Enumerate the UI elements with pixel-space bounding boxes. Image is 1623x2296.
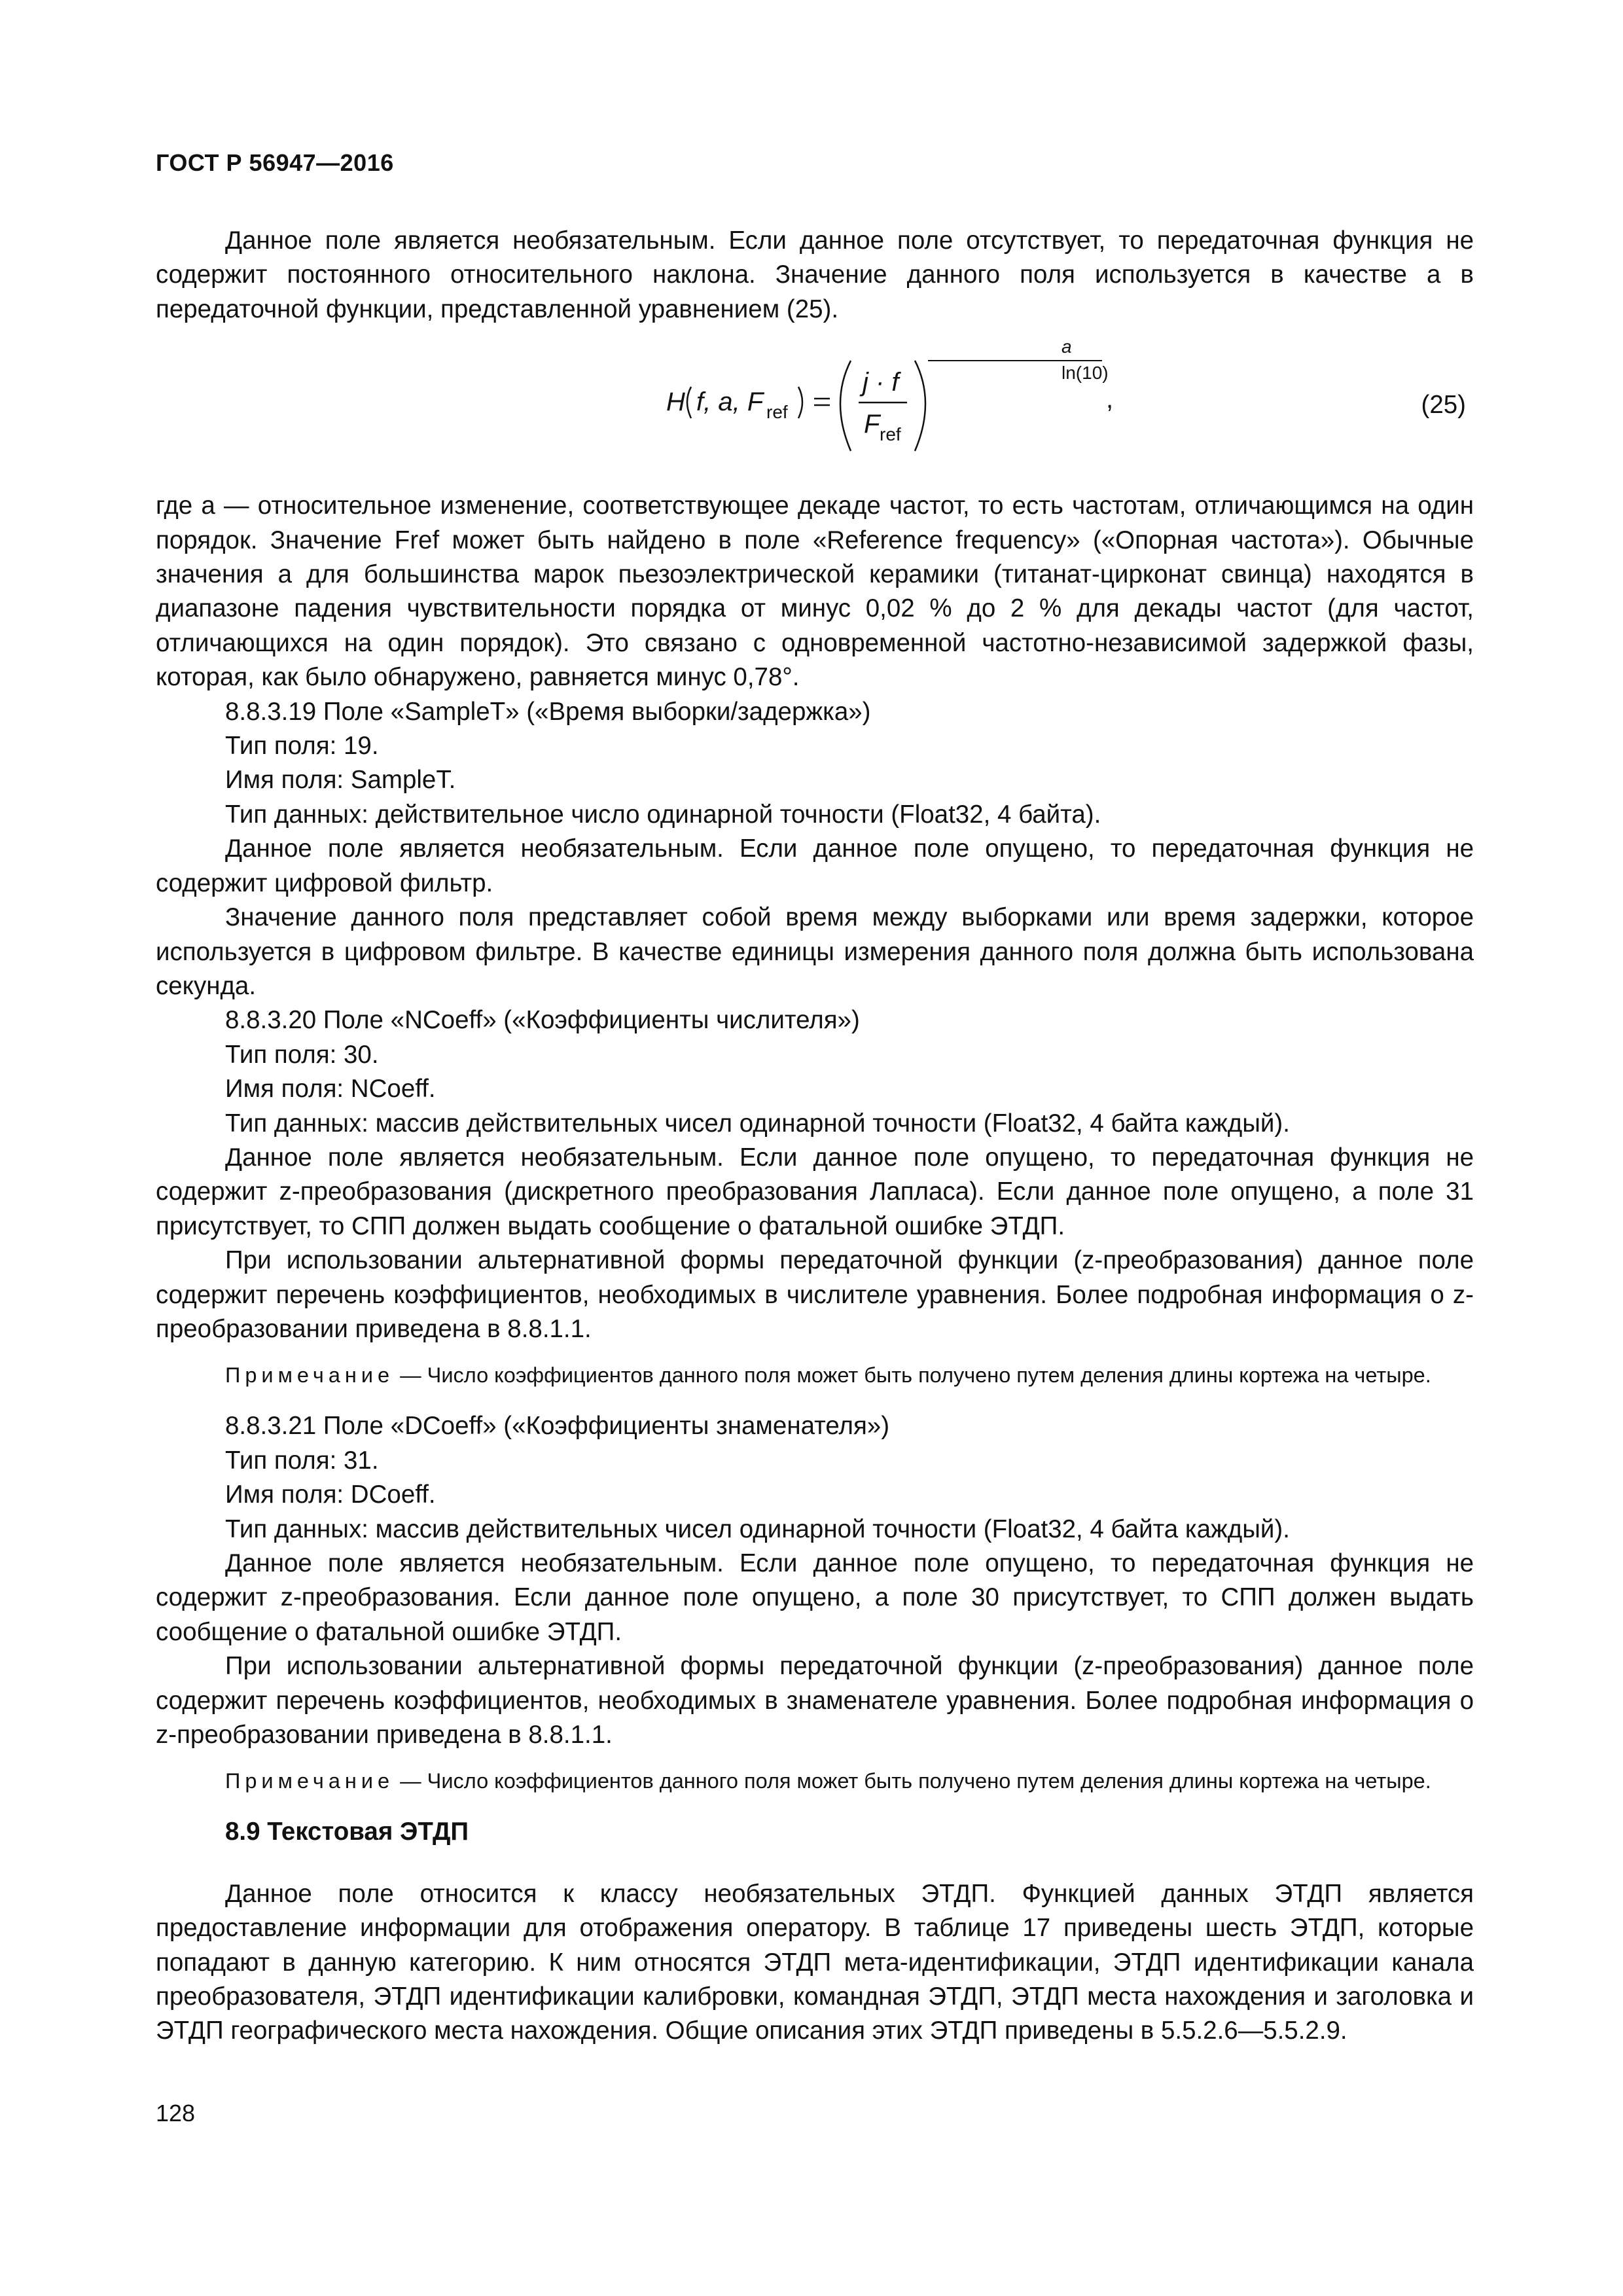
field-name-ncoeff: Имя поля: NCoeff. xyxy=(225,1075,436,1103)
samplet-paragraph-1: Данное поле является необязательным. Если данное поле опущено, то передаточная функция не содержит цифровой фильтр. xyxy=(156,834,1474,897)
section-title-8-8-3-19: 8.8.3.19 Поле «SampleT» («Время выборки/задержка») xyxy=(225,697,871,726)
section-title-8-9: 8.9 Текстовая ЭТДП xyxy=(225,1818,469,1846)
intro-paragraph: Данное поле является необязательным. Если данное поле отсутствует, то передаточная функция не содержит постоянного относительного наклона. Значение данного поля используется в качестве a в передаточной функции, представленной уравнением (25). xyxy=(156,226,1474,323)
section-title-8-8-3-20: 8.8.3.20 Поле «NCoeff» («Коэффициенты числителя») xyxy=(225,1006,860,1035)
eq-denominator: F xyxy=(864,410,880,439)
equation-number: (25) xyxy=(1421,391,1466,420)
transfer-function-formula xyxy=(156,327,1474,489)
document-body xyxy=(156,224,1474,2049)
data-type-samplet: Тип данных: действительное число одинарной точности (Float32, 4 байта). xyxy=(225,800,1101,829)
data-type-ncoeff: Тип данных: массив действительных чисел одинарной точности (Float32, 4 байта каждый). xyxy=(225,1109,1290,1138)
document-header: ГОСТ Р 56947—2016 xyxy=(156,149,394,176)
eq-H: H xyxy=(666,387,685,417)
eq-sub-ref-lhs: ref xyxy=(766,402,788,423)
field-name-samplet: Имя поля: SampleT. xyxy=(225,766,456,795)
ncoeff-paragraph-2: При использовании альтернативной формы передаточной функции (z-преобразования) данное поле содержит перечень коэффициентов, необходимых в числителе уравнения. Более подробная информация о z-преобразовании приведена в 8.8.1.1. xyxy=(156,1246,1474,1343)
eq-big-rparen xyxy=(915,361,925,451)
eq-args: f, a, F xyxy=(696,387,764,417)
note-text: — Число коэффициентов данного поля может быть получено путем деления длины кортежа на четыре. xyxy=(394,1363,1431,1388)
text-teds-paragraph: Данное поле относится к классу необязательных ЭТДП. Функцией данных ЭТДП является предоставление информации для отображения оператору. В таблице 17 приведены шесть ЭТДП, которые попадают в данную категорию. К ним относятся ЭТДП мета-идентификации, ЭТДП идентификации канала преобразователя, ЭТДП идентификации калибровки, командная ЭТДП, ЭТДП места нахождения и заголовка и ЭТДП географического места нахождения. Общие описания этих ЭТДП приведены в 5.5.2.6—5.5.2.9. xyxy=(156,1879,1474,2045)
field-type-19: Тип поля: 19. xyxy=(225,732,379,761)
dcoeff-paragraph-1: Данное поле является необязательным. Если данное поле опущено, то передаточная функция не содержит z-преобразования. Если данное поле опущено, а поле 30 присутствует, то СПП должен выдать сообщение о фатальной ошибке ЭТДП. xyxy=(156,1549,1474,1646)
dcoeff-paragraph-2: При использовании альтернативной формы передаточной функции (z-преобразования) данное поле содержит перечень коэффициентов, необходимых в знаменателе уравнения. Более подробная информация о z-преобразовании приведена в 8.8.1.1. xyxy=(156,1652,1474,1749)
eq-exponent-top: a xyxy=(1061,336,1072,357)
eq-lparen-lhs xyxy=(687,387,691,418)
eq-sub-ref-rhs: ref xyxy=(880,424,901,445)
section-title-8-8-3-21: 8.8.3.21 Поле «DCoeff» («Коэффициенты знаменателя») xyxy=(225,1412,890,1441)
eq-numerator: j · f xyxy=(863,368,899,397)
eq-rparen-lhs xyxy=(798,387,802,418)
equation-25 xyxy=(156,327,1474,489)
eq-big-lparen xyxy=(840,361,851,451)
eq-exponent-bottom: ln(10) xyxy=(1061,363,1109,384)
note-label: Примечание xyxy=(225,1769,395,1793)
where-paragraph: где a — относительное изменение, соответствующее декаде частот, то есть частотам, отличающимся на один порядок. Значение Fref может быть найдено в поле «Reference frequency» («Опорная частота»). Обычные значения a для большинства марок пьезоэлектрической керамики (титанат-цирконат свинца) находятся в диапазоне падения чувствительности порядка от минус 0,02 % до 2 % для декады частот (для частот, отличающихся на один порядок). Это связано с одновременной частотно-независимой задержкой фазы, которая, как было обнаружено, равняется минус 0,78°. xyxy=(156,492,1474,692)
field-name-dcoeff: Имя поля: DCoeff. xyxy=(225,1480,436,1509)
ncoeff-paragraph-1: Данное поле является необязательным. Если данное поле опущено, то передаточная функция не содержит z-преобразования (дискретного преобразования Лапласа). Если данное поле опущено, а поле 31 присутствует, то СПП должен выдать сообщение о фатальной ошибке ЭТДП. xyxy=(156,1143,1474,1240)
eq-comma: , xyxy=(1106,385,1114,414)
note-text: — Число коэффициентов данного поля может быть получено путем деления длины кортежа на четыре. xyxy=(394,1769,1431,1793)
field-type-30: Тип поля: 30. xyxy=(225,1040,379,1069)
dcoeff-note xyxy=(156,1767,1474,1795)
samplet-paragraph-2: Значение данного поля представляет собой время между выборками или время задержки, которое используется в цифровом фильтре. В качестве единицы измерения данного поля должна быть использована секунда. xyxy=(156,903,1474,1000)
page-number: 128 xyxy=(156,2100,196,2126)
field-type-31: Тип поля: 31. xyxy=(225,1446,379,1475)
ncoeff-note xyxy=(156,1361,1474,1390)
note-label: Примечание xyxy=(225,1363,395,1388)
data-type-dcoeff: Тип данных: массив действительных чисел одинарной точности (Float32, 4 байта каждый). xyxy=(225,1515,1290,1543)
